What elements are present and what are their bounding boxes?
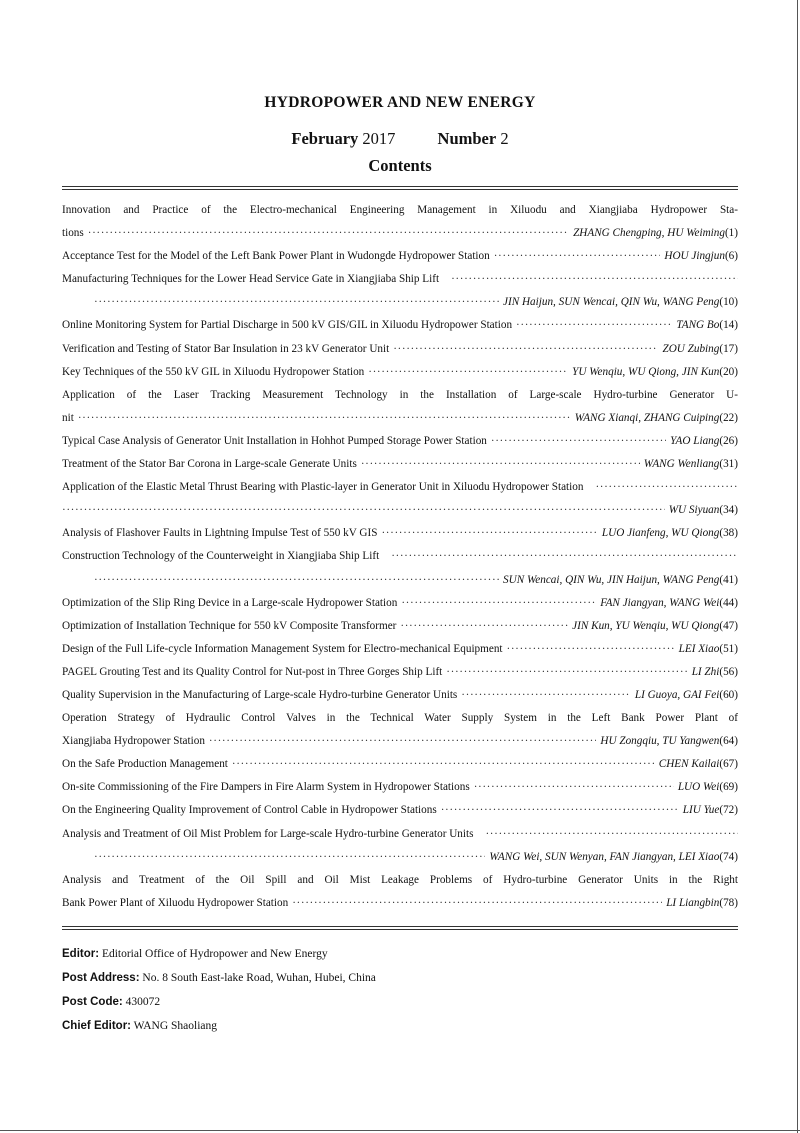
toc-title: Innovation and Practice of the Electro-mechanical Engineering Management in Xiluodu and Xiangjiaba Hydropower Sta-: [62, 204, 738, 216]
leader-dots: [474, 776, 674, 799]
toc-entry-8: [62, 430, 738, 453]
table-of-contents: [62, 199, 738, 915]
toc-entry-4: [62, 314, 738, 337]
toc-title-cont: Bank Power Plant of Xiluodu Hydropower Station: [62, 896, 289, 909]
toc-authors: WANG Wei, SUN Wenyan, FAN Jiangyan, LEI Xiao: [489, 850, 720, 863]
issue-year: 2017: [362, 129, 396, 148]
toc-title: Optimization of Installation Technique for 550 kV Composite Transformer: [62, 619, 397, 632]
toc-authors: LUO Jianfeng, WU Qiong: [601, 527, 720, 540]
toc-title: On-site Commissioning of the Fire Dampers in Fire Alarm System in Hydropower Stations: [62, 781, 470, 794]
editor-label: Editor:: [62, 948, 100, 960]
toc-title: Acceptance Test for the Model of the Left Bank Power Plant in Wudongde Hydropower Station: [62, 250, 490, 263]
toc-entry-18-line-2: [62, 730, 738, 753]
toc-page: (14): [719, 319, 738, 332]
toc-title: PAGEL Grouting Test and its Quality Control for Nut-post in Three Gorges Ship Lift: [62, 665, 443, 678]
leader-dots: [94, 569, 499, 592]
toc-entry-11: [62, 522, 738, 545]
leader-dots: [494, 245, 661, 268]
postcode-line: [62, 990, 376, 1014]
postcode-value: 430072: [125, 996, 161, 1008]
toc-title: Design of the Full Life-cycle Information Management System for Electro-mechanical Equipment: [62, 642, 503, 655]
leader-dots: [94, 846, 485, 869]
toc-page: (41): [719, 573, 738, 586]
toc-page: (20): [719, 365, 738, 378]
toc-title: Online Monitoring System for Partial Discharge in 500 kV GIS/GIL in Xiluodu Hydropower Station: [62, 319, 513, 332]
toc-title: Application of the Laser Tracking Measurement Technology in the Installation of Large-scale Hydro-turbine Generator U-: [62, 388, 738, 401]
toc-title: Analysis of Flashover Faults in Lightning Impulse Test of 550 kV GIS: [62, 527, 378, 540]
toc-entry-18-line-1: [62, 707, 738, 730]
toc-authors: ZHANG Chengping, HU Weiming: [573, 227, 725, 240]
toc-title: Construction Technology of the Counterweight in Xiangjiaba Ship Lift: [62, 550, 380, 563]
toc-authors: JIN Haijun, SUN Wencai, QIN Wu, WANG Peng: [503, 296, 720, 309]
toc-title: Manufacturing Techniques for the Lower Head Service Gate in Xiangjiaba Ship Lift: [62, 273, 440, 286]
toc-authors: YAO Liang: [670, 434, 720, 447]
journal-title: HYDROPOWER AND NEW ENERGY: [264, 94, 536, 111]
issue-line: [0, 129, 800, 149]
toc-entry-1-line-2: [62, 222, 738, 245]
toc-page: (64): [719, 735, 738, 748]
chief-editor-label: Chief Editor:: [62, 1020, 131, 1032]
toc-title: Verification and Testing of Stator Bar Insulation in 23 kV Generator Unit: [62, 342, 390, 355]
leader-dots: [516, 314, 672, 337]
toc-page: (6): [724, 250, 738, 263]
bottom-double-rule: [62, 926, 738, 927]
toc-title: Operation Strategy of Hydraulic Control Valves in the Technical Water Supply System in the Left Bank Power Plant of: [62, 712, 738, 725]
toc-authors: WANG Wenliang: [643, 458, 720, 471]
leader-dots: [400, 615, 568, 638]
toc-entry-20: [62, 776, 738, 799]
toc-authors: HU Zongqiu, TU Yangwen: [600, 735, 720, 748]
toc-authors: LUO Wei: [677, 781, 720, 794]
page-border-bottom: [0, 1130, 800, 1131]
toc-entry-16: [62, 661, 738, 684]
toc-page: (31): [719, 458, 738, 471]
toc-title: Typical Case Analysis of Generator Unit Installation in Hohhot Pumped Storage Power Station: [62, 434, 487, 447]
editorial-info: [62, 942, 376, 1038]
toc-page: (60): [719, 688, 738, 701]
toc-page: (44): [719, 596, 738, 609]
toc-page: (51): [719, 642, 738, 655]
toc-entry-17: [62, 684, 738, 707]
address-value: No. 8 South East-lake Road, Wuhan, Hubei, China: [142, 972, 376, 984]
toc-authors: LEI Xiao: [678, 642, 720, 655]
toc-entry-15: [62, 638, 738, 661]
chief-editor-value: WANG Shaoliang: [133, 1020, 218, 1032]
toc-page: (56): [719, 665, 738, 678]
leader-dots: [62, 499, 665, 522]
toc-page: (22): [719, 411, 738, 424]
toc-page: (67): [719, 758, 738, 771]
toc-authors: CHEN Kailai: [658, 758, 720, 771]
toc-entry-5: [62, 338, 738, 361]
toc-entry-23-line-2: [62, 892, 738, 915]
toc-authors: WU Siyuan: [668, 504, 720, 517]
address-label: Post Address:: [62, 972, 140, 984]
issue-month: February: [291, 129, 359, 148]
leader-dots: [361, 453, 640, 476]
leader-dots: [451, 268, 738, 291]
toc-title-cont: nit: [62, 411, 74, 424]
toc-entry-21: [62, 799, 738, 822]
toc-entry-7-line-2: [62, 407, 738, 430]
leader-dots: [78, 407, 571, 430]
leader-dots: [401, 592, 596, 615]
toc-page: (1): [724, 227, 738, 240]
leader-dots: [595, 476, 738, 499]
leader-dots: [292, 892, 662, 915]
toc-authors: SUN Wencai, QIN Wu, JIN Haijun, WANG Peng: [503, 573, 720, 586]
toc-entry-13: [62, 592, 738, 615]
toc-entry-14: [62, 615, 738, 638]
toc-entry-23-line-1: [62, 869, 738, 892]
toc-authors: LI Zhi: [691, 665, 720, 678]
toc-entry-22-line-2: [62, 846, 738, 869]
toc-title: Quality Supervision in the Manufacturing of Large-scale Hydro-turbine Generator Units: [62, 688, 458, 701]
toc-page: (47): [719, 619, 738, 632]
toc-page: (78): [719, 896, 738, 909]
toc-authors: LI Guoya, GAI Fei: [634, 688, 720, 701]
address-line: [62, 966, 376, 990]
toc-entry-2: [62, 245, 738, 268]
toc-title: Analysis and Treatment of Oil Mist Problem for Large-scale Hydro-turbine Generator Units: [62, 827, 474, 840]
toc-title-cont: Xiangjiaba Hydropower Station: [62, 735, 205, 748]
leader-dots: [94, 291, 499, 314]
toc-authors: ZOU Zubing: [662, 342, 720, 355]
toc-entry-12-line-2: [62, 569, 738, 592]
toc-entry-10-line-1: [62, 476, 738, 499]
chief-editor-line: [62, 1014, 376, 1038]
toc-entry-19: [62, 753, 738, 776]
toc-authors: TANG Bo: [676, 319, 720, 332]
toc-title: Optimization of the Slip Ring Device in a Large-scale Hydropower Station: [62, 596, 398, 609]
leader-dots: [88, 222, 569, 245]
toc-authors: LI Liangbin: [666, 896, 720, 909]
toc-page: (38): [719, 527, 738, 540]
toc-title: On the Engineering Quality Improvement of Control Cable in Hydropower Stations: [62, 804, 437, 817]
toc-entry-9: [62, 453, 738, 476]
leader-dots: [461, 684, 631, 707]
leader-dots: [507, 638, 675, 661]
toc-entry-22-line-1: [62, 823, 738, 846]
toc-entry-3-line-2: [62, 291, 738, 314]
leader-dots: [485, 823, 738, 846]
toc-title: Analysis and Treatment of the Oil Spill and Oil Mist Leakage Problems of Hydro-turbine Generator Units in the Right: [62, 873, 738, 886]
contents-heading: Contents: [368, 156, 432, 175]
leader-dots: [446, 661, 687, 684]
toc-entry-1-line-1: [62, 199, 738, 222]
toc-page: (10): [719, 296, 738, 309]
leader-dots: [209, 730, 596, 753]
toc-title: Treatment of the Stator Bar Corona in Large-scale Generate Units: [62, 458, 357, 471]
leader-dots: [441, 799, 679, 822]
leader-dots: [368, 361, 568, 384]
toc-entry-3-line-1: [62, 268, 738, 291]
toc-entry-12-line-1: [62, 545, 738, 568]
leader-dots: [232, 753, 655, 776]
toc-authors: HOU Jingjun: [664, 250, 725, 263]
toc-entry-7-line-1: [62, 384, 738, 407]
postcode-label: Post Code:: [62, 996, 123, 1008]
toc-page: (69): [719, 781, 738, 794]
toc-page: (34): [719, 504, 738, 517]
toc-authors: YU Wenqiu, WU Qiong, JIN Kun: [572, 365, 720, 378]
issue-number-label: Number: [437, 129, 497, 148]
toc-authors: FAN Jiangyan, WANG Wei: [600, 596, 720, 609]
toc-authors: WANG Xianqi, ZHANG Cuiping: [574, 411, 720, 424]
toc-title-cont: tions: [62, 227, 84, 240]
toc-title: On the Safe Production Management: [62, 758, 228, 771]
editor-value: Editorial Office of Hydropower and New Energy: [101, 948, 328, 960]
toc-title: Application of the Elastic Metal Thrust Bearing with Plastic-layer in Generator Unit in Xiluodu Hydropower Station: [62, 481, 584, 494]
toc-authors: LIU Yue: [682, 804, 720, 817]
toc-page: (17): [719, 342, 738, 355]
top-double-rule: [62, 186, 738, 187]
issue-number: 2: [500, 129, 509, 148]
toc-entry-6: [62, 361, 738, 384]
toc-authors: JIN Kun, YU Wenqiu, WU Qiong: [572, 619, 720, 632]
toc-entry-10-line-2: [62, 499, 738, 522]
leader-dots: [391, 545, 738, 568]
leader-dots: [491, 430, 666, 453]
toc-title: Key Techniques of the 550 kV GIL in Xiluodu Hydropower Station: [62, 365, 365, 378]
toc-page: (26): [719, 434, 738, 447]
leader-dots: [381, 522, 597, 545]
toc-page: (74): [719, 850, 738, 863]
toc-page: (72): [719, 804, 738, 817]
leader-dots: [393, 338, 658, 361]
editor-line: [62, 942, 376, 966]
